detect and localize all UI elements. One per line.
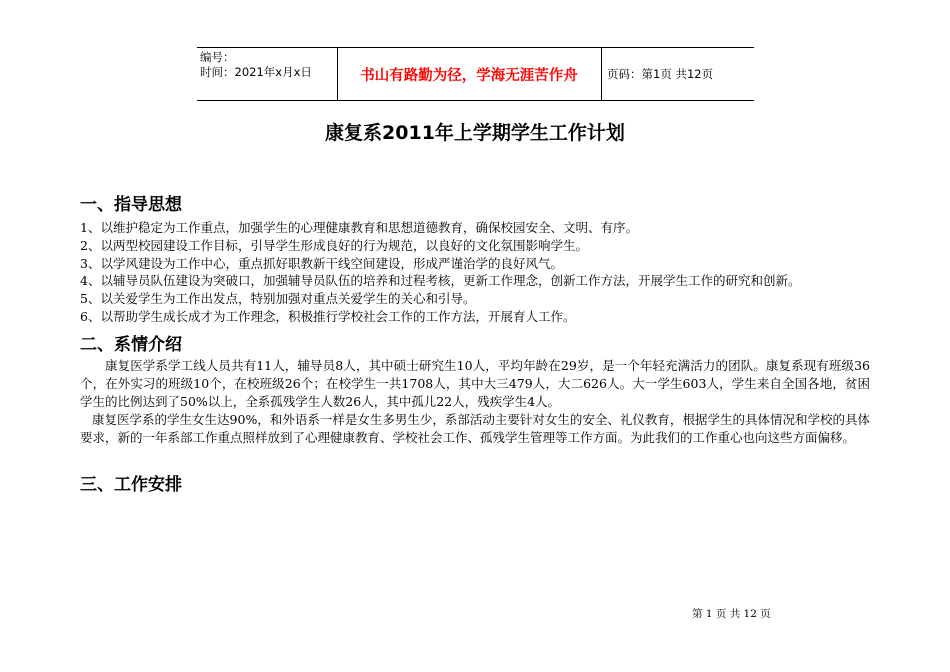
list-item: 3、以学风建设为工作中心，重点抓好职教新干线空间建设，形成严谨治学的良好风气。: [80, 255, 563, 271]
header-motto: 书山有路勤为径，学海无涯苦作舟: [360, 67, 578, 84]
list-item: 1、以维护稳定为工作重点，加强学生的心理健康教育和思想道德教育，确保校园安全、文明、有序。: [80, 220, 638, 235]
section-heading-intro: 二、系情介绍: [80, 335, 182, 355]
document-title: 康复系2011年上学期学生工作计划: [325, 122, 625, 144]
header-page-info: 页码：第1页 共12页: [607, 67, 714, 81]
guiding-list: [80, 219, 880, 326]
time-label: 时间：2021年x月x日: [200, 65, 312, 79]
intro-paragraph: 康复医学系学工线人员共有11人，辅导员8人，其中硕士研究生10人，平均年龄在29岁，是一个年轻充满活力的团队。康复系现有班级36个，在外实习的班级10个，在校班级26个；在校学生一共1708人，其中大三479人，大二626人。大一学生603人，学生来自全国各地，贫困学生的比例达到了50%以上，全系孤残学生人数26人，其中孤儿22人，残疾学生4人。: [80, 358, 870, 409]
list-item: 4、以辅导员队伍建设为突破口，加强辅导员队伍的培养和过程考核，更新工作理念，创新工作方法，开展学生工作的研究和创新。: [80, 273, 801, 289]
page-footer: 第 1 页 共 12 页: [692, 608, 771, 620]
intro-paragraph: 康复医学系的学生女生达90%，和外语系一样是女生多男生少，系部活动主要针对女生的安全、礼仪教育，根据学生的具体情况和学校的具体要求，新的一年系部工作重点照样放到了心理健康教育、学校社会工作、孤残学生管理等工作方面。为此我们的工作重心也向这些方面偏移。: [80, 412, 870, 445]
list-item: 2、以两型校园建设工作目标，引导学生形成良好的行为规范，以良好的文化氛围影响学生。: [80, 237, 588, 253]
list-item: 5、以关爱学生为工作出发点，特别加强对重点关爱学生的关心和引导。: [80, 291, 476, 307]
document-header: [197, 47, 754, 101]
list-item: 6、以帮助学生成长成才为工作理念，积极推行学校社会工作的工作方法，开展育人工作。: [80, 308, 576, 324]
section-heading-arrangement: 三、工作安排: [80, 475, 182, 495]
number-label: 编号：: [200, 50, 235, 64]
header-divider: [601, 48, 602, 100]
header-meta: [200, 50, 336, 98]
section-heading-guiding: 一、指导思想: [80, 195, 182, 215]
